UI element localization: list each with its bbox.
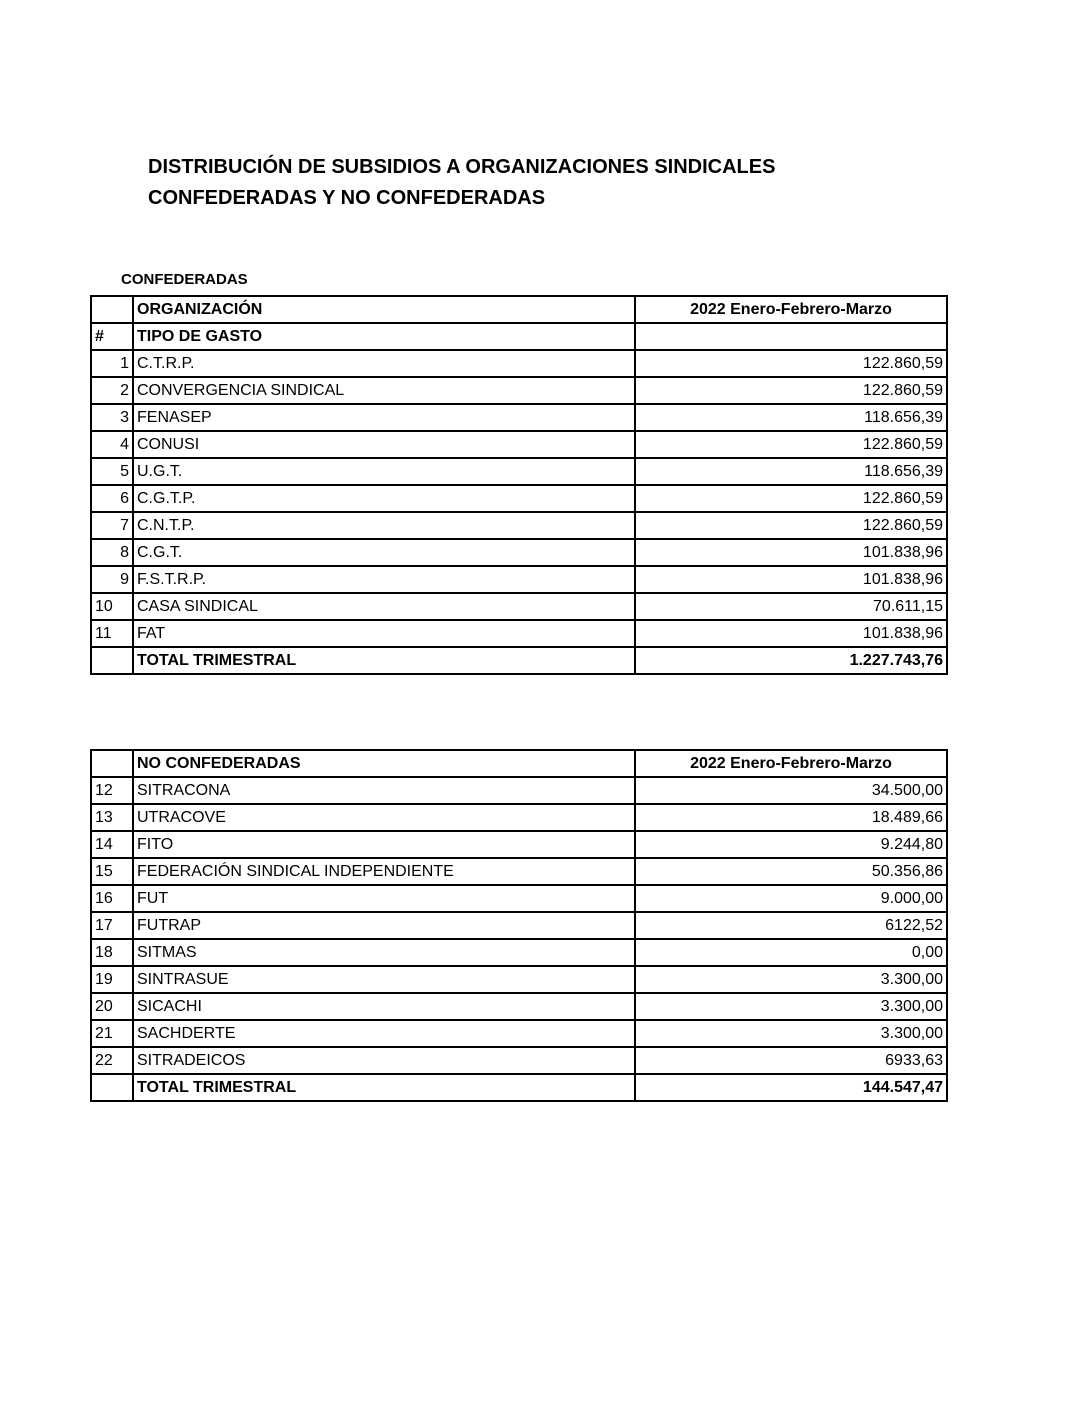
table-row bbox=[91, 777, 947, 804]
table-row bbox=[91, 858, 947, 885]
table-row bbox=[91, 912, 947, 939]
subsidy-amount: 118.656,39 bbox=[635, 458, 947, 485]
organization-name: FEDERACIÓN SINDICAL INDEPENDIENTE bbox=[133, 858, 635, 885]
organization-name: C.N.T.P. bbox=[133, 512, 635, 539]
organization-name: FUT bbox=[133, 885, 635, 912]
document-title bbox=[148, 152, 775, 214]
subsidy-amount: 6933,63 bbox=[635, 1047, 947, 1074]
subsidy-amount: 6122,52 bbox=[635, 912, 947, 939]
organization-name: FENASEP bbox=[133, 404, 635, 431]
organization-name: CASA SINDICAL bbox=[133, 593, 635, 620]
table-row bbox=[91, 512, 947, 539]
table-row bbox=[91, 485, 947, 512]
total-value: 1.227.743,76 bbox=[635, 647, 947, 674]
subsidy-amount: 3.300,00 bbox=[635, 1020, 947, 1047]
subsidy-amount: 101.838,96 bbox=[635, 539, 947, 566]
subsidy-amount: 101.838,96 bbox=[635, 620, 947, 647]
subsidy-amount: 122.860,59 bbox=[635, 431, 947, 458]
row-number: 1 bbox=[91, 350, 133, 377]
subsidy-amount: 3.300,00 bbox=[635, 993, 947, 1020]
organization-name: UTRACOVE bbox=[133, 804, 635, 831]
organization-name: CONUSI bbox=[133, 431, 635, 458]
organization-name: FUTRAP bbox=[133, 912, 635, 939]
organization-name: SITRACONA bbox=[133, 777, 635, 804]
organization-name: SINTRASUE bbox=[133, 966, 635, 993]
table-row bbox=[91, 804, 947, 831]
row-number: 7 bbox=[91, 512, 133, 539]
subsidy-amount: 70.611,15 bbox=[635, 593, 947, 620]
table-row bbox=[91, 377, 947, 404]
total-row bbox=[91, 1074, 947, 1101]
table-row bbox=[91, 404, 947, 431]
table-row bbox=[91, 993, 947, 1020]
subsidy-amount: 34.500,00 bbox=[635, 777, 947, 804]
organization-name: C.G.T. bbox=[133, 539, 635, 566]
row-number: 11 bbox=[91, 620, 133, 647]
total-label: TOTAL TRIMESTRAL bbox=[133, 1074, 635, 1101]
table-row bbox=[91, 566, 947, 593]
row-number: 3 bbox=[91, 404, 133, 431]
section-label-confederadas: CONFEDERADAS bbox=[121, 271, 248, 288]
table-row bbox=[91, 1020, 947, 1047]
subsidy-amount: 101.838,96 bbox=[635, 566, 947, 593]
row-number: 20 bbox=[91, 993, 133, 1020]
total-blank-cell bbox=[91, 647, 133, 674]
row-number: 19 bbox=[91, 966, 133, 993]
row-number: 2 bbox=[91, 377, 133, 404]
subsidy-amount: 18.489,66 bbox=[635, 804, 947, 831]
organization-name: C.G.T.P. bbox=[133, 485, 635, 512]
subsidy-amount: 50.356,86 bbox=[635, 858, 947, 885]
organization-name: FAT bbox=[133, 620, 635, 647]
organization-name: SICACHI bbox=[133, 993, 635, 1020]
total-row bbox=[91, 647, 947, 674]
organization-name: C.T.R.P. bbox=[133, 350, 635, 377]
subsidy-amount: 9.000,00 bbox=[635, 885, 947, 912]
total-blank-cell bbox=[91, 1074, 133, 1101]
subsidy-amount: 9.244,80 bbox=[635, 831, 947, 858]
row-number: 15 bbox=[91, 858, 133, 885]
table-row bbox=[91, 939, 947, 966]
organization-name: CONVERGENCIA SINDICAL bbox=[133, 377, 635, 404]
total-label: TOTAL TRIMESTRAL bbox=[133, 647, 635, 674]
row-number: 6 bbox=[91, 485, 133, 512]
no-confederadas-table bbox=[90, 749, 948, 1102]
total-value: 144.547,47 bbox=[635, 1074, 947, 1101]
organization-name: SITMAS bbox=[133, 939, 635, 966]
row-number: 16 bbox=[91, 885, 133, 912]
header-no-confederadas: NO CONFEDERADAS bbox=[133, 750, 635, 777]
organization-name: F.S.T.R.P. bbox=[133, 566, 635, 593]
row-number: 5 bbox=[91, 458, 133, 485]
row-number: 18 bbox=[91, 939, 133, 966]
table-row bbox=[91, 966, 947, 993]
header-period: 2022 Enero-Febrero-Marzo bbox=[635, 750, 947, 777]
table-row bbox=[91, 620, 947, 647]
subsidy-amount: 122.860,59 bbox=[635, 350, 947, 377]
title-line-1: DISTRIBUCIÓN DE SUBSIDIOS A ORGANIZACIONES SINDICALES bbox=[148, 156, 776, 178]
table-row bbox=[91, 350, 947, 377]
organization-name: SACHDERTE bbox=[133, 1020, 635, 1047]
table-row bbox=[91, 593, 947, 620]
row-number: 8 bbox=[91, 539, 133, 566]
row-number: 9 bbox=[91, 566, 133, 593]
header-organizacion: ORGANIZACIÓN bbox=[133, 296, 635, 323]
tipo-gasto-header: TIPO DE GASTO bbox=[133, 323, 635, 350]
row-number: 22 bbox=[91, 1047, 133, 1074]
subheader-row bbox=[91, 323, 947, 350]
organization-name: FITO bbox=[133, 831, 635, 858]
header-row bbox=[91, 750, 947, 777]
table-row bbox=[91, 539, 947, 566]
subsidy-amount: 122.860,59 bbox=[635, 512, 947, 539]
header-blank-cell bbox=[91, 750, 133, 777]
subheader-empty-cell bbox=[635, 323, 947, 350]
organization-name: U.G.T. bbox=[133, 458, 635, 485]
table-row bbox=[91, 431, 947, 458]
organization-name: SITRADEICOS bbox=[133, 1047, 635, 1074]
row-number: 10 bbox=[91, 593, 133, 620]
row-number: 17 bbox=[91, 912, 133, 939]
table-row bbox=[91, 458, 947, 485]
num-header: # bbox=[91, 323, 133, 350]
subsidy-amount: 3.300,00 bbox=[635, 966, 947, 993]
table-row bbox=[91, 885, 947, 912]
confederadas-table bbox=[90, 295, 948, 675]
row-number: 12 bbox=[91, 777, 133, 804]
header-blank-cell bbox=[91, 296, 133, 323]
subsidy-amount: 122.860,59 bbox=[635, 485, 947, 512]
subsidy-amount: 118.656,39 bbox=[635, 404, 947, 431]
row-number: 21 bbox=[91, 1020, 133, 1047]
table-row bbox=[91, 831, 947, 858]
row-number: 4 bbox=[91, 431, 133, 458]
subsidy-amount: 0,00 bbox=[635, 939, 947, 966]
title-line-2: CONFEDERADAS Y NO CONFEDERADAS bbox=[148, 187, 546, 209]
row-number: 14 bbox=[91, 831, 133, 858]
header-period: 2022 Enero-Febrero-Marzo bbox=[635, 296, 947, 323]
row-number: 13 bbox=[91, 804, 133, 831]
header-row bbox=[91, 296, 947, 323]
table-row bbox=[91, 1047, 947, 1074]
subsidy-amount: 122.860,59 bbox=[635, 377, 947, 404]
